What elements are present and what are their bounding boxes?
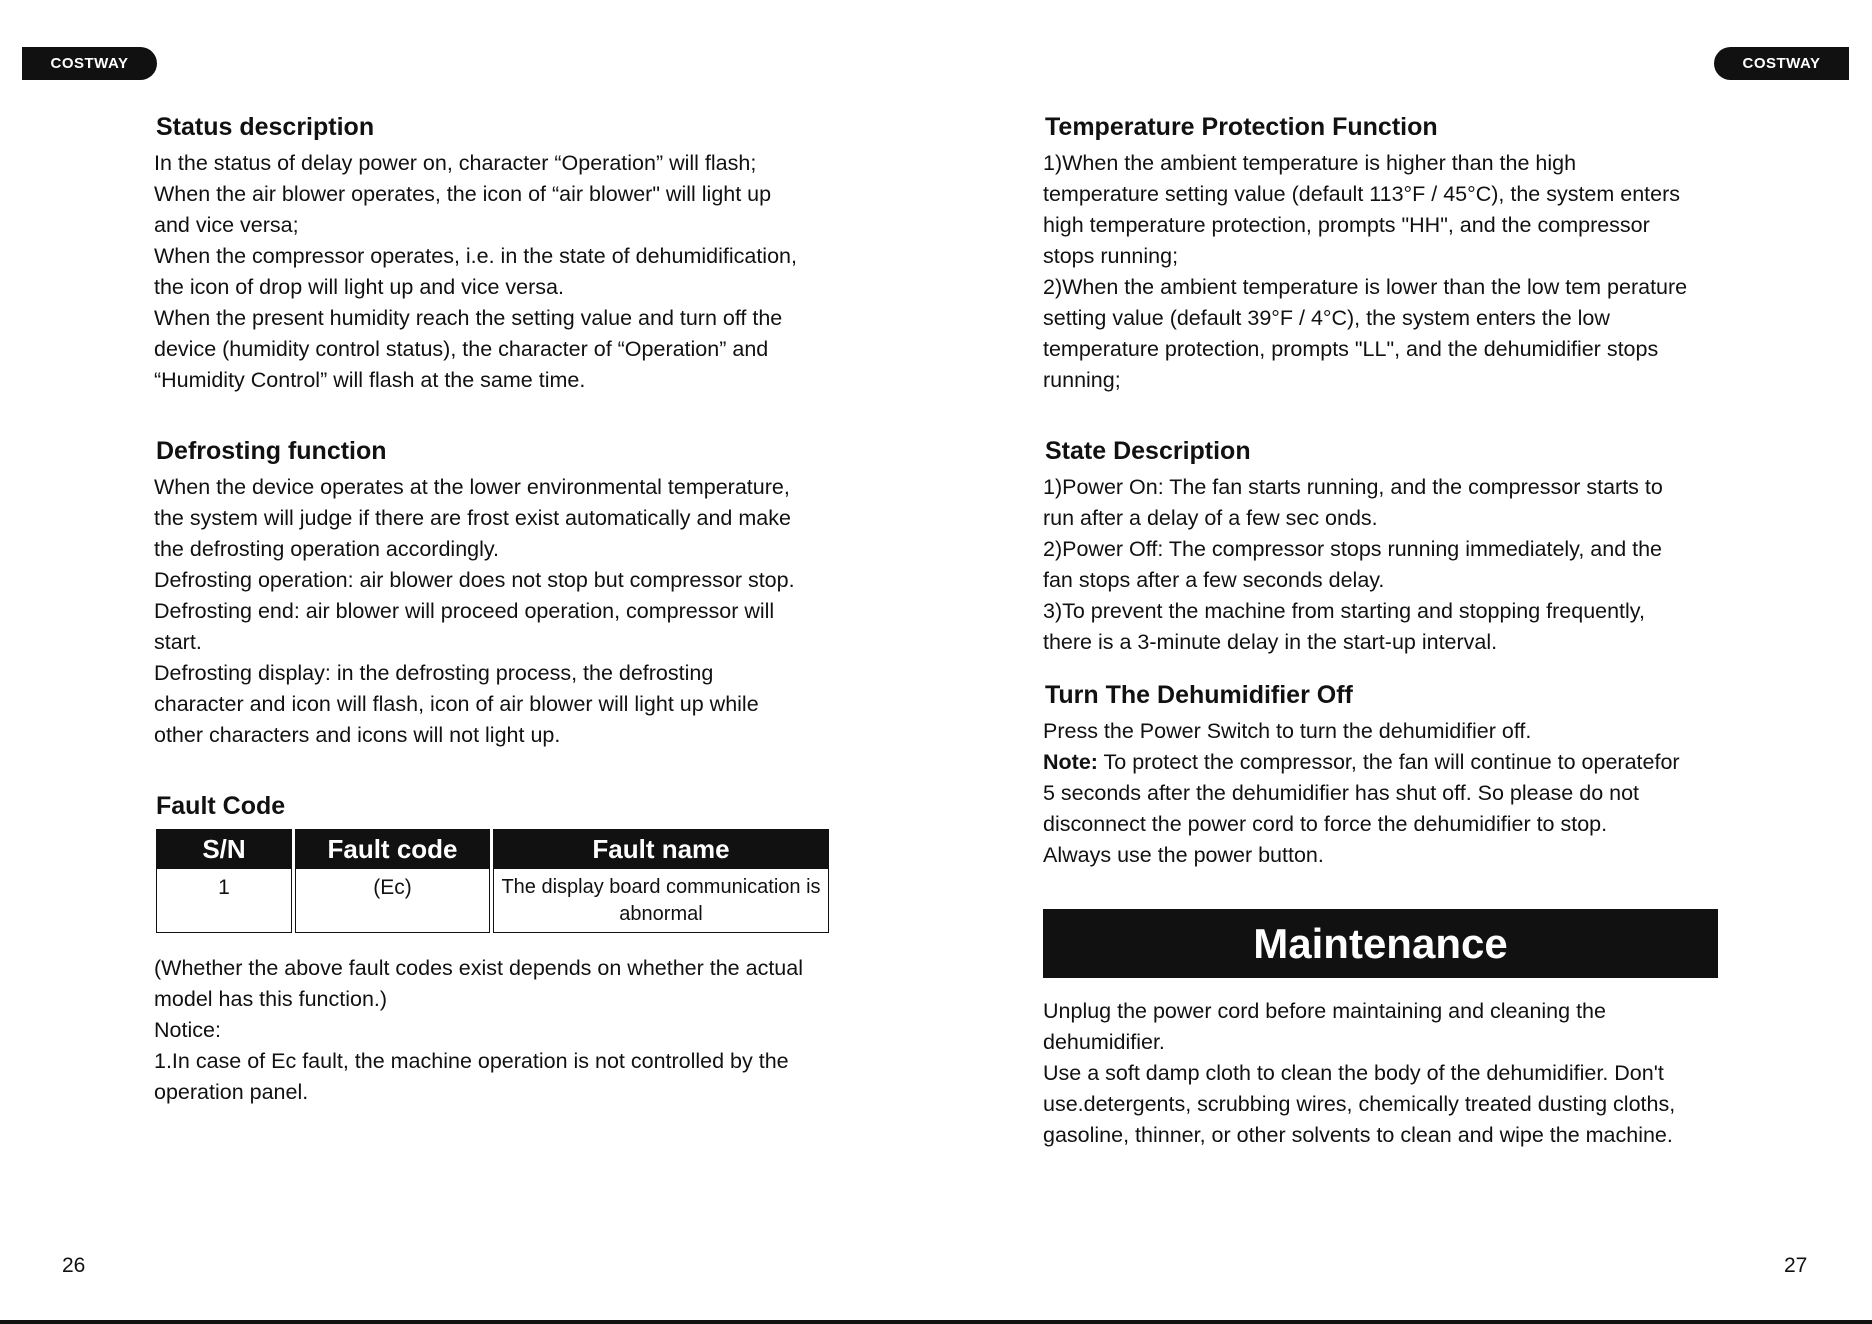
status-description-heading: Status description xyxy=(156,113,375,141)
text-line: (Whether the above fault codes exist depends on whether the actual xyxy=(154,956,803,980)
text-line: 1.In case of Ec fault, the machine operation is not controlled by the xyxy=(154,1049,789,1073)
column-header-sn: S/N xyxy=(156,829,292,869)
text-line: Defrosting operation: air blower does not stop but compressor stop. xyxy=(154,568,795,592)
text-line: setting value (default 39°F / 4°C), the system enters the low xyxy=(1043,306,1610,330)
text-line: When the air blower operates, the icon of “air blower" will light up xyxy=(154,182,772,206)
maintenance-banner: Maintenance xyxy=(1043,909,1718,978)
cell-fault-name-line: The display board communication xyxy=(501,876,801,898)
brand-logo-left: COSTWAY xyxy=(22,47,157,80)
maintenance-text xyxy=(1043,996,1733,1151)
turn-off-heading: Turn The Dehumidifier Off xyxy=(1045,681,1353,709)
text-line: temperature protection, prompts "LL", and the dehumidifier stops xyxy=(1043,337,1659,361)
right-page-content xyxy=(1043,110,1733,1151)
fault-code-notes xyxy=(154,953,854,1108)
cell-fault-name xyxy=(493,869,829,933)
text-line: Unplug the power cord before maintaining and cleaning the xyxy=(1043,999,1606,1023)
text-line: Press the Power Switch to turn the dehumidifier off. xyxy=(1043,719,1532,743)
text-line: 2)Power Off: The compressor stops running immediately, and the xyxy=(1043,537,1663,561)
text-line: there is a 3-minute delay in the start-up interval. xyxy=(1043,630,1498,654)
text-line: 1)Power On: The fan starts running, and the compressor starts to xyxy=(1043,475,1663,499)
text-line: “Humidity Control” will flash at the same time. xyxy=(154,368,586,392)
text-line: run after a delay of a few sec onds. xyxy=(1043,506,1378,530)
defrosting-section xyxy=(154,434,854,751)
text-line: fan stops after a few seconds delay. xyxy=(1043,568,1385,592)
section-spacer xyxy=(154,396,854,434)
text-line: the icon of drop will light up and vice versa. xyxy=(154,275,564,299)
text-line: the system will judge if there are frost exist automatically and make xyxy=(154,506,791,530)
text-line: Notice: xyxy=(154,1018,221,1042)
text-line: and vice versa; xyxy=(154,213,299,237)
text-line: running; xyxy=(1043,368,1121,392)
text-line: character and icon will flash, icon of air blower will light up while xyxy=(154,692,759,716)
text-line: Always use the power button. xyxy=(1043,843,1324,867)
text-line: Defrosting display: in the defrosting process, the defrosting xyxy=(154,661,714,685)
turn-off-text xyxy=(1043,716,1733,871)
note-label: Note: xyxy=(1043,750,1098,774)
text-line: 3)To prevent the machine from starting and stopping frequently, xyxy=(1043,599,1645,623)
text-line: temperature setting value (default 113°F / 45°C), the system enters xyxy=(1043,182,1681,206)
text-line: use.detergents, scrubbing wires, chemically treated dusting cloths, xyxy=(1043,1092,1676,1116)
text-line: model has this function.) xyxy=(154,987,388,1011)
text-line: the defrosting operation accordingly. xyxy=(154,537,500,561)
text-line: high temperature protection, prompts "HH", and the compressor xyxy=(1043,213,1650,237)
text-line: Use a soft damp cloth to clean the body of the dehumidifier. Don't xyxy=(1043,1061,1664,1085)
defrosting-text xyxy=(154,472,854,751)
cell-sn: 1 xyxy=(156,869,292,933)
temperature-protection-section xyxy=(1043,110,1733,396)
section-spacer xyxy=(1043,871,1733,909)
section-spacer xyxy=(1043,658,1733,678)
text-line: start. xyxy=(154,630,202,654)
defrosting-heading: Defrosting function xyxy=(156,437,387,465)
note-text: To protect the compressor, the fan will continue to operatefor xyxy=(1097,750,1680,774)
page-number-left: 26 xyxy=(62,1254,86,1277)
text-line: stops running; xyxy=(1043,244,1179,268)
state-description-heading: State Description xyxy=(1045,437,1251,465)
state-description-section xyxy=(1043,434,1733,658)
fault-code-table xyxy=(153,829,832,933)
maintenance-section xyxy=(1043,909,1733,1151)
text-line: gasoline, thinner, or other solvents to clean and wipe the machine. xyxy=(1043,1123,1673,1147)
left-page-content xyxy=(154,110,854,1108)
section-spacer xyxy=(1043,396,1733,434)
text-line: When the compressor operates, i.e. in the state of dehumidification, xyxy=(154,244,797,268)
brand-logo-right: COSTWAY xyxy=(1714,47,1849,80)
status-description-text xyxy=(154,148,854,396)
temperature-protection-heading: Temperature Protection Function xyxy=(1045,113,1438,141)
note-line xyxy=(1043,747,1733,778)
text-line: In the status of delay power on, character “Operation” will flash; xyxy=(154,151,757,175)
text-line: 5 seconds after the dehumidifier has shut off. So please do not xyxy=(1043,781,1640,805)
temperature-protection-text xyxy=(1043,148,1733,396)
text-line: 1)When the ambient temperature is higher than the high xyxy=(1043,151,1577,175)
text-line: Defrosting end: air blower will proceed operation, compressor will xyxy=(154,599,775,623)
state-description-text xyxy=(1043,472,1733,658)
text-line: When the device operates at the lower environmental temperature, xyxy=(154,475,790,499)
fault-code-section xyxy=(154,789,854,1108)
text-line: operation panel. xyxy=(154,1080,309,1104)
text-line: dehumidifier. xyxy=(1043,1030,1165,1054)
text-line: disconnect the power cord to force the dehumidifier to stop. xyxy=(1043,812,1608,836)
table-row xyxy=(156,869,829,933)
table-header-row xyxy=(156,829,829,869)
column-header-fault-name: Fault name xyxy=(493,829,829,869)
cell-fault-code: (Ec) xyxy=(295,869,490,933)
cell-fault-name-line: is abnormal xyxy=(619,876,821,925)
column-header-fault-code: Fault code xyxy=(295,829,490,869)
text-line: When the present humidity reach the setting value and turn off the xyxy=(154,306,783,330)
status-description-section xyxy=(154,110,854,396)
text-line: 2)When the ambient temperature is lower than the low tem perature xyxy=(1043,275,1688,299)
section-spacer xyxy=(154,751,854,789)
text-line: device (humidity control status), the character of “Operation” and xyxy=(154,337,769,361)
page-number-right: 27 xyxy=(1784,1254,1808,1277)
text-line: other characters and icons will not light up. xyxy=(154,723,561,747)
section-spacer xyxy=(154,933,854,953)
bottom-divider xyxy=(0,1320,1872,1324)
turn-off-section xyxy=(1043,678,1733,871)
fault-code-heading: Fault Code xyxy=(156,792,286,820)
